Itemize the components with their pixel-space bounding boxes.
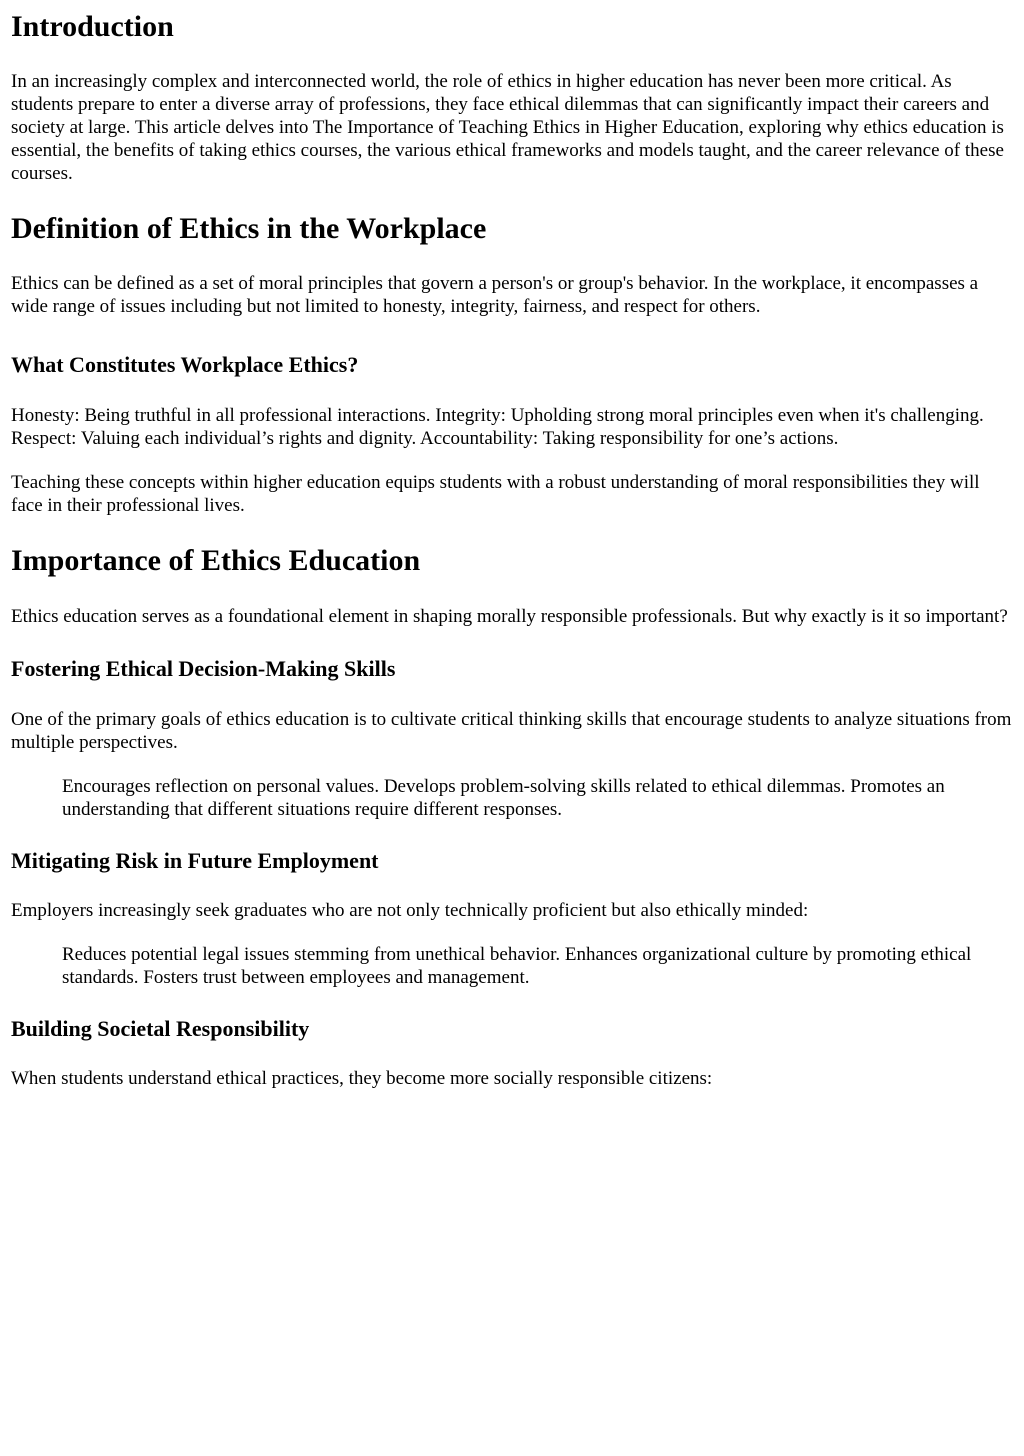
introduction-heading: Introduction bbox=[11, 10, 174, 43]
introduction-paragraph: In an increasingly complex and interconnected world, the role of ethics in higher education has never been more critical. As students prepare to enter a diverse array of professions, they face ethical dilemmas that can significantly impact their careers and society at large. This article delves into The Importance of Teaching Ethics in Higher Education, exploring why ethics education is essential, the benefits of taking ethics courses, the various ethical frameworks and models taught, and the career relevance of these courses. bbox=[11, 71, 1004, 184]
workplace-ethics-paragraph: Honesty: Being truthful in all professional interactions. Integrity: Upholding strong moral principles even when it's challenging. Respect: Valuing each individual’s rights and dignity. Accountability: Taking responsibility for one’s actions. bbox=[11, 405, 984, 449]
fostering-paragraph: One of the primary goals of ethics education is to cultivate critical thinking skills that encourage students to analyze situations from multiple perspectives. bbox=[11, 709, 1012, 753]
definition-heading: Definition of Ethics in the Workplace bbox=[11, 212, 487, 245]
workplace-ethics-heading: What Constitutes Workplace Ethics? bbox=[11, 352, 359, 377]
mitigating-heading: Mitigating Risk in Future Employment bbox=[11, 848, 379, 873]
mitigating-quote: Reduces potential legal issues stemming from unethical behavior. Enhances organizational culture by promoting ethical standards. Fosters trust between employees and management. bbox=[62, 944, 972, 988]
article bbox=[0, 10, 1024, 1090]
fostering-quote: Encourages reflection on personal values. Develops problem-solving skills related to ethical dilemmas. Promotes an understanding that different situations require different responses. bbox=[62, 776, 945, 820]
mitigating-paragraph: Employers increasingly seek graduates who are not only technically proficient but also ethically minded: bbox=[11, 900, 809, 921]
definition-paragraph: Ethics can be defined as a set of moral principles that govern a person's or group's behavior. In the workplace, it encompasses a wide range of issues including but not limited to honesty, integrity, fairness, and respect for others. bbox=[11, 273, 979, 317]
importance-paragraph: Ethics education serves as a foundational element in shaping morally responsible professionals. But why exactly is it so important? bbox=[11, 606, 1008, 627]
teaching-concepts-paragraph: Teaching these concepts within higher education equips students with a robust understanding of moral responsibilities they will face in their professional lives. bbox=[11, 472, 980, 516]
importance-heading: Importance of Ethics Education bbox=[11, 544, 421, 577]
building-paragraph: When students understand ethical practices, they become more socially responsible citizens: bbox=[11, 1068, 713, 1089]
building-heading: Building Societal Responsibility bbox=[11, 1016, 310, 1041]
fostering-heading: Fostering Ethical Decision-Making Skills bbox=[11, 656, 396, 681]
